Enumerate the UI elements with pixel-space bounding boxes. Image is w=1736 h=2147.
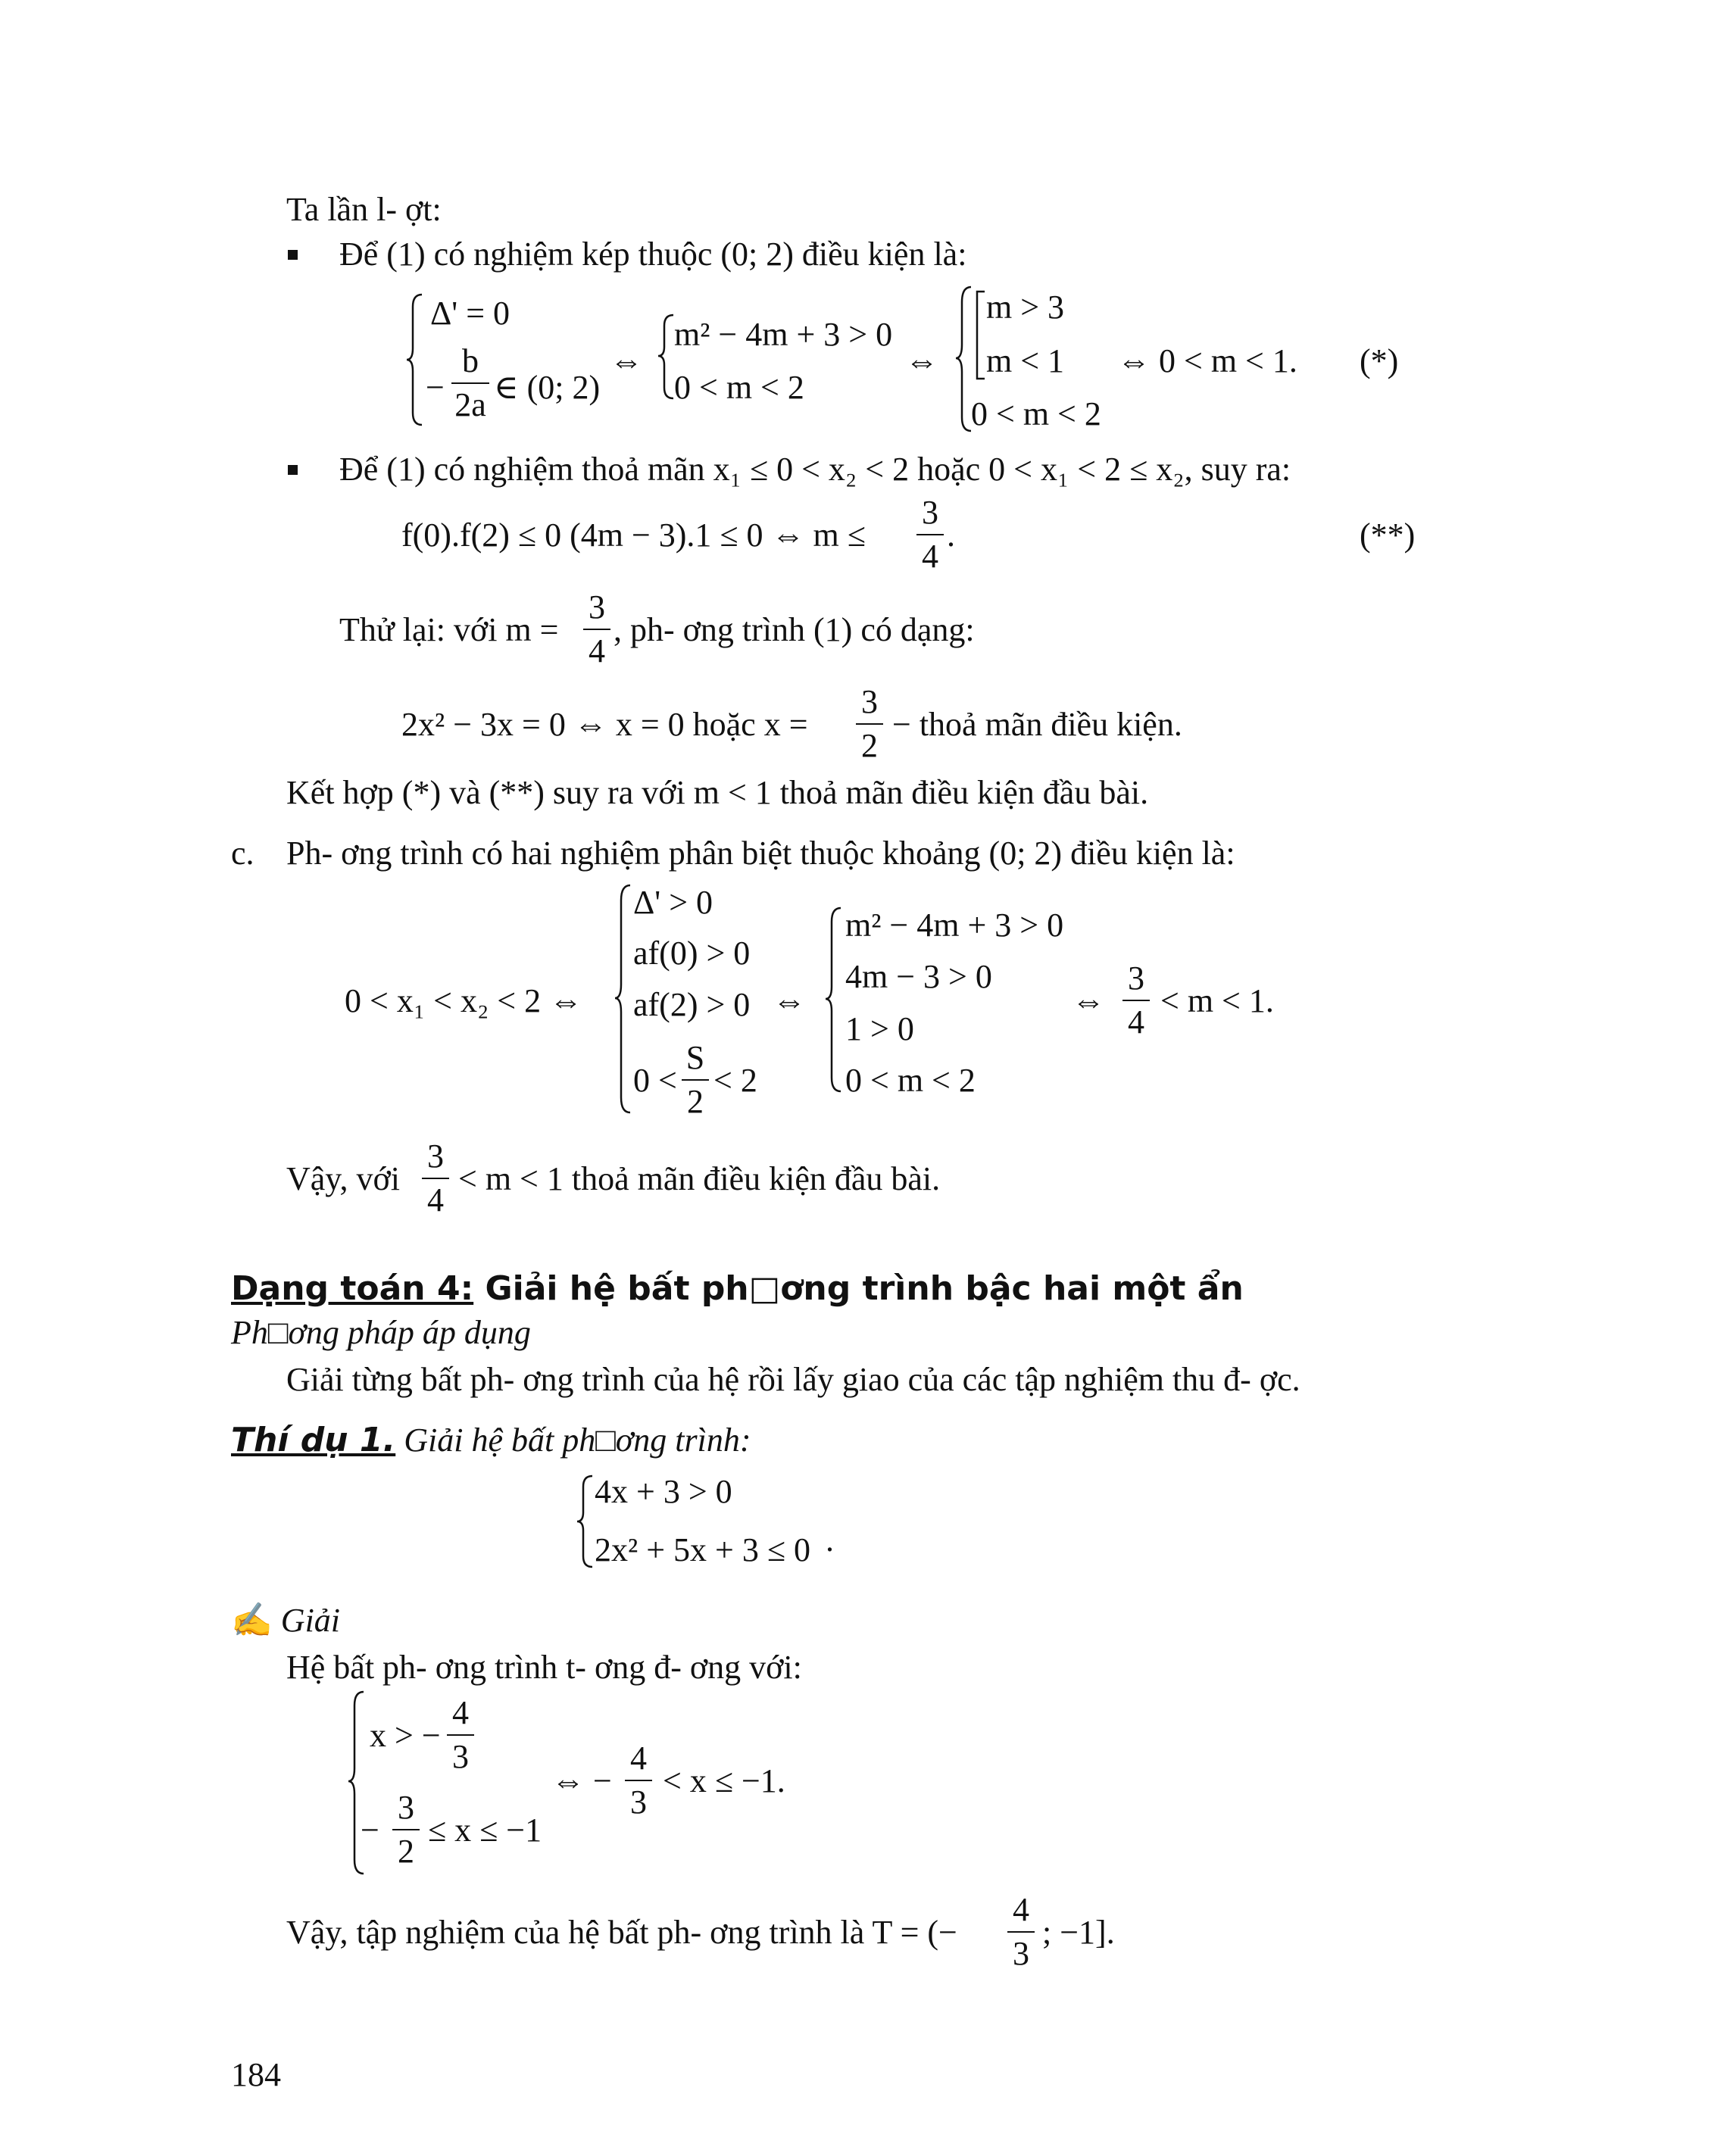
section-heading bbox=[231, 1269, 1244, 1308]
c-s2: af(0) > 0 bbox=[633, 935, 751, 972]
part-c-label: c. bbox=[231, 835, 254, 872]
c-s1: Δ' > 0 bbox=[633, 884, 713, 921]
c-s4a: 0 < bbox=[633, 1062, 677, 1099]
eq-frac: 3 2 bbox=[856, 685, 883, 763]
ex-e1: 4x + 3 > 0 bbox=[595, 1473, 732, 1510]
sol-res-b: < x ≤ −1. bbox=[663, 1762, 785, 1799]
equiv-line: Hệ bất ph- ơng trình t- ơng đ- ơng với: bbox=[286, 1649, 802, 1686]
solve-label: Giải bbox=[280, 1602, 341, 1639]
bullet2-text: Để (1) có nghiệm thoả mãn x₁ ≤ 0 < x₂ < 2 hoặc 0 < x₁ < 2 ≤ x₂, suy ra: bbox=[339, 451, 1291, 488]
check-frac: 3 4 bbox=[583, 591, 610, 668]
c-t3: 1 > 0 bbox=[845, 1010, 914, 1047]
pencil-icon: ✍ bbox=[231, 1602, 273, 1639]
c-conc-frac: 3 4 bbox=[422, 1140, 449, 1217]
c-lhs: 0 < x₁ < x₂ < 2 ⇔ bbox=[345, 982, 583, 1019]
frac-3-4: 3 4 bbox=[916, 496, 944, 573]
ex-dot: . bbox=[826, 1521, 834, 1559]
intro-line: Ta lần l- ợt: bbox=[286, 191, 442, 228]
method-text: Giải từng bất ph- ơng trình của hệ rồi lấy giao của các tập nghiệm thu đ- ợc. bbox=[286, 1361, 1300, 1398]
final-b: ; −1]. bbox=[1042, 1914, 1115, 1951]
sys3-line2: m < 1 bbox=[986, 342, 1065, 379]
final-frac: 4 3 bbox=[1007, 1893, 1035, 1971]
sys3-line3: 0 < m < 2 bbox=[971, 395, 1101, 432]
iff-2: ⇔ bbox=[905, 342, 938, 379]
c-iff: ⇔ bbox=[773, 982, 806, 1019]
sol-r1-frac: 4 3 bbox=[447, 1696, 474, 1774]
ex-e2: 2x² + 5x + 3 ≤ 0 bbox=[595, 1531, 810, 1568]
f-dot: . bbox=[947, 516, 955, 554]
check-text: Thử lại: với m = bbox=[339, 611, 559, 648]
sol-r1a: x > − bbox=[370, 1717, 441, 1754]
check-text-b: , ph- ơng trình (1) có dạng: bbox=[614, 611, 975, 648]
brace-c2 bbox=[824, 905, 847, 1098]
sys2-line1: m² − 4m + 3 > 0 bbox=[674, 316, 893, 353]
final-a: Vậy, tập nghiệm của hệ bất ph- ơng trình là T = (− bbox=[286, 1914, 957, 1951]
c-s4-frac: S 2 bbox=[682, 1041, 709, 1119]
result1: ⇔ 0 < m < 1. bbox=[1117, 342, 1297, 379]
sol-r2-frac: 3 2 bbox=[392, 1791, 420, 1868]
c-res-tail: < m < 1. bbox=[1160, 982, 1274, 1019]
brace-sol bbox=[347, 1689, 370, 1878]
c-s4b: < 2 bbox=[713, 1062, 757, 1099]
bullet-marker bbox=[288, 465, 298, 475]
brace-sys1 bbox=[405, 292, 428, 428]
sol-r2b: ≤ x ≤ −1 bbox=[428, 1812, 542, 1849]
sys1-frac: b 2a bbox=[451, 345, 489, 422]
sol-res-frac: 4 3 bbox=[625, 1742, 652, 1819]
c-t4: 0 < m < 2 bbox=[845, 1062, 976, 1099]
solve-heading bbox=[231, 1604, 340, 1637]
c-t2: 4m − 3 > 0 bbox=[845, 958, 992, 995]
c-res-frac: 3 4 bbox=[1122, 962, 1150, 1039]
method-label: Ph□ơng pháp áp dụng bbox=[231, 1314, 531, 1351]
sol-r2-minus: − bbox=[361, 1812, 379, 1849]
example-line bbox=[231, 1421, 751, 1459]
c-conc-a: Vậy, với bbox=[286, 1160, 400, 1197]
sys1-minus: − bbox=[426, 369, 445, 406]
iff-1: ⇔ bbox=[610, 342, 643, 379]
c-res-iff: ⇔ bbox=[1072, 982, 1105, 1019]
bullet-marker bbox=[288, 250, 298, 260]
c-t1: m² − 4m + 3 > 0 bbox=[845, 907, 1064, 944]
tag-double-star: (**) bbox=[1360, 516, 1416, 554]
sys1-delta: Δ' = 0 bbox=[430, 295, 510, 332]
sys1-in: ∈ (0; 2) bbox=[494, 369, 601, 406]
page-number: 184 bbox=[231, 2056, 281, 2093]
part-c-text: Ph- ơng trình có hai nghiệm phân biệt thuộc khoảng (0; 2) điều kiện là: bbox=[286, 835, 1235, 872]
example-label: Thí dụ 1. bbox=[231, 1421, 396, 1459]
bullet1-text: Để (1) có nghiệm kép thuộc (0; 2) điều kiện là: bbox=[339, 236, 967, 273]
example-prompt: Giải hệ bất ph□ơng trình: bbox=[404, 1421, 751, 1459]
eq-tail: − thoả mãn điều kiện. bbox=[892, 706, 1182, 743]
c-s3: af(2) > 0 bbox=[633, 986, 751, 1023]
section-label: Dạng toán 4: bbox=[231, 1269, 474, 1308]
section-title: Giải hệ bất ph□ơng trình bậc hai một ẩn bbox=[485, 1269, 1244, 1308]
eq-line: 2x² − 3x = 0 ⇔ x = 0 hoặc x = bbox=[401, 706, 808, 743]
combine-line: Kết hợp (*) và (**) suy ra với m < 1 thoả mãn điều kiện đầu bài. bbox=[286, 774, 1149, 811]
f-line: f(0).f(2) ≤ 0 (4m − 3).1 ≤ 0 ⇔ m ≤ bbox=[401, 516, 866, 554]
sys3-line1: m > 3 bbox=[986, 289, 1065, 326]
sol-res-a: ⇔ − bbox=[551, 1762, 612, 1799]
c-conc-b: < m < 1 thoả mãn điều kiện đầu bài. bbox=[458, 1160, 941, 1197]
sys2-line2: 0 < m < 2 bbox=[674, 369, 804, 406]
tag-star: (*) bbox=[1360, 342, 1399, 379]
